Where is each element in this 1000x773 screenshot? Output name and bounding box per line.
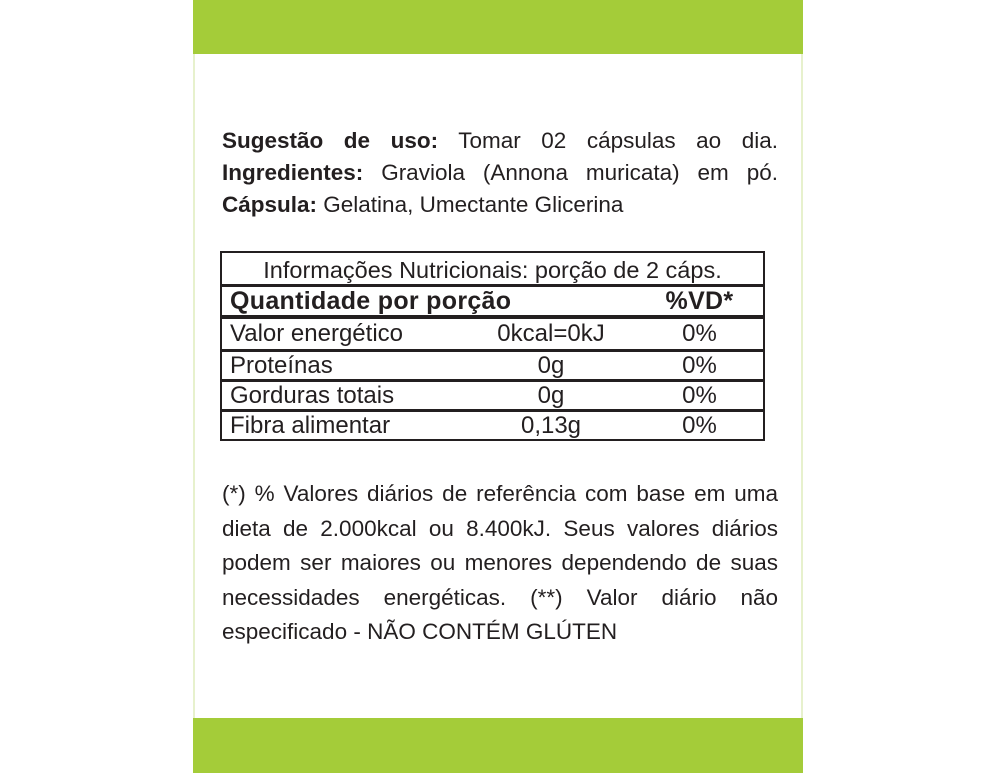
row-vd: 0% — [682, 411, 717, 439]
table-row-fiber — [222, 409, 763, 439]
usage-suggestion-text: Tomar 02 cápsulas ao dia. — [438, 128, 778, 153]
nutrition-table — [220, 251, 765, 441]
usage-ingredients-block — [222, 125, 778, 221]
note-line-5: especificado - NÃO CONTÉM GLÚTEN — [222, 619, 618, 644]
nutrition-table-header — [222, 287, 763, 319]
row-name: Fibra alimentar — [230, 411, 391, 439]
row-vd: 0% — [682, 351, 717, 379]
capsule-line — [222, 189, 778, 221]
bottom-green-bar — [193, 718, 803, 773]
note-line-3: podem ser maiores ou menores dependendo de suas — [222, 550, 778, 575]
ingredients-line — [222, 157, 778, 189]
top-green-bar — [193, 0, 803, 54]
table-row-fats — [222, 379, 763, 409]
note-line-4: necessidades energéticas. (**) Valor diário não — [222, 584, 778, 610]
capsule-label: Cápsula: — [222, 192, 318, 217]
row-name: Proteínas — [230, 351, 333, 379]
note-line-2: dieta de 2.000kcal ou 8.400kJ. Seus valores diários — [222, 515, 778, 541]
header-vd-label: %VD* — [665, 286, 734, 315]
ingredients-label: Ingredientes: — [222, 160, 364, 185]
row-amount: 0kcal=0kJ — [497, 320, 605, 347]
ingredients-text: Graviola (Annona muricata) em pó. — [363, 160, 778, 185]
daily-values-note — [222, 477, 778, 650]
row-name: Valor energético — [230, 320, 403, 347]
table-row-protein — [222, 349, 763, 379]
usage-suggestion-label: Sugestão de uso: — [222, 128, 439, 153]
usage-suggestion-line — [222, 125, 778, 157]
note-line-1: (*) % Valores diários de referência com base em uma — [222, 481, 778, 506]
row-name: Gorduras totais — [230, 381, 395, 409]
row-vd: 0% — [682, 320, 717, 347]
row-amount: 0,13g — [520, 411, 582, 439]
header-quantity-label: Quantidade por porção — [230, 286, 512, 315]
capsule-text: Gelatina, Umectante Glicerina — [317, 192, 624, 217]
row-amount: 0g — [537, 381, 565, 409]
row-amount: 0g — [537, 351, 565, 379]
nutrition-table-title: Informações Nutricionais: porção de 2 cáps. — [222, 253, 763, 287]
row-vd: 0% — [682, 381, 717, 409]
table-row-energy — [222, 319, 763, 349]
